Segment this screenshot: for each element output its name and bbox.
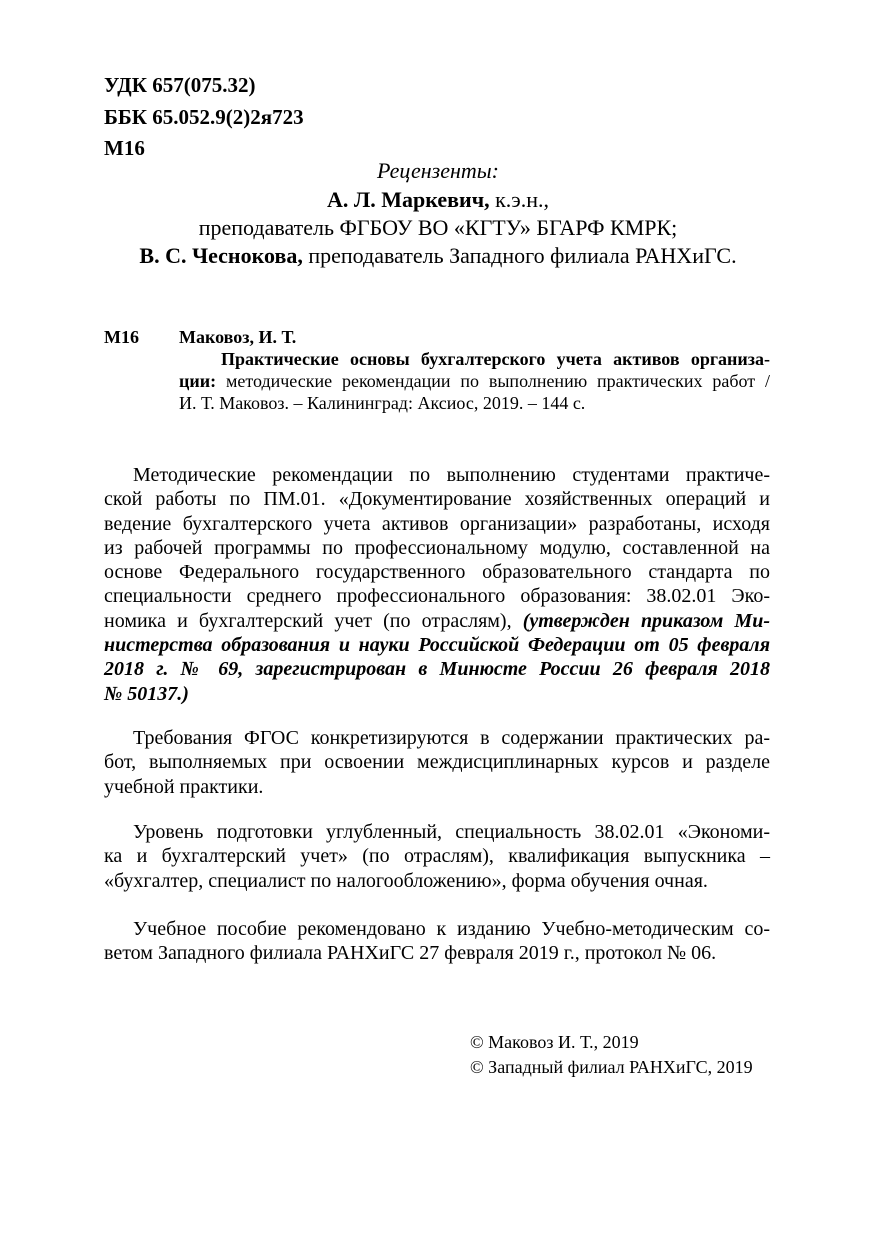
reviewer-2-position: преподаватель Западного филиала РАНХиГС. <box>302 243 737 268</box>
annotation-paragraph-1: Методические рекомендации по выполнению студентами практиче- ской работы по ПМ.01. «Документирование хозяйственных операций и ведение бухгалтерского учета активов организации» разработаны, исходя из рабочей программы по профессиональному модулю, составленной на основе Федерального государственного образовательного стандарта по специальности среднего профессионального образования: 38.02.01 Эко- номика и бухгалтерский учет (по отраслям), (утвержден приказом Ми- нистерства образования и науки Российской Федерации от 05 февраля 2018 г. № 69, зарегистрирован в Минюсте России 26 февраля 2018 № 50137.) <box>104 464 770 705</box>
reviewers-heading: Рецензенты: <box>376 158 499 183</box>
udk-code: УДК 657(075.32) <box>104 73 256 97</box>
bibliographic-author: Маковоз, И. Т. <box>179 327 297 347</box>
annotation-paragraph-2: Требования ФГОС конкретизируются в содержании практических ра- бот, выполняемых при освоении междисциплинарных курсов и разделе учебной практики. <box>104 727 770 798</box>
approval-order: (утвержден приказом Ми- <box>522 609 770 632</box>
reviewer-2-name: В. С. Чеснокова, <box>139 243 303 268</box>
book-title-end: ции: <box>179 371 217 391</box>
book-title: Практические основы бухгалтерского учета активов организа- <box>221 349 770 369</box>
reviewer-2 <box>0 243 876 269</box>
annotation-paragraph-4: Учебное пособие рекомендовано к изданию Учебно-методическим со- ветом Западного филиала РАНХиГС 27 февраля 2019 г., протокол № 06. <box>104 918 770 965</box>
reviewer-1-position: преподаватель ФГБОУ ВО «КГТУ» БГАРФ КМРК; <box>198 215 678 240</box>
book-subtitle: методические рекомендации по выполнению практических работ / <box>216 371 770 391</box>
bibliographic-description <box>179 348 770 414</box>
classification-codes <box>104 70 304 165</box>
copyright-author: © Маковоз И. Т., 2019 <box>470 1032 639 1052</box>
reviewer-1-name: А. Л. Маркевич, <box>326 187 490 212</box>
annotation-paragraph-3: Уровень подготовки углубленный, специальность 38.02.01 «Экономи- ка и бухгалтерский учет» (по отраслям), квалификация выпускника – «бухгалтер, специалист по налогообложению», форма обучения очная. <box>104 821 770 892</box>
reviewer-1 <box>0 187 876 213</box>
author-sign: М16 <box>104 136 145 160</box>
reviewer-1-degree: к.э.н., <box>489 187 550 212</box>
bibliographic-sign: М16 <box>104 327 139 347</box>
bbk-code: ББК 65.052.9(2)2я723 <box>104 104 304 129</box>
copyright-block <box>470 1030 753 1080</box>
copyright-publisher: © Западный филиал РАНХиГС, 2019 <box>470 1057 753 1077</box>
publication-info: И. Т. Маковоз. – Калининград: Аксиос, 2019. – 144 с. <box>179 393 586 413</box>
